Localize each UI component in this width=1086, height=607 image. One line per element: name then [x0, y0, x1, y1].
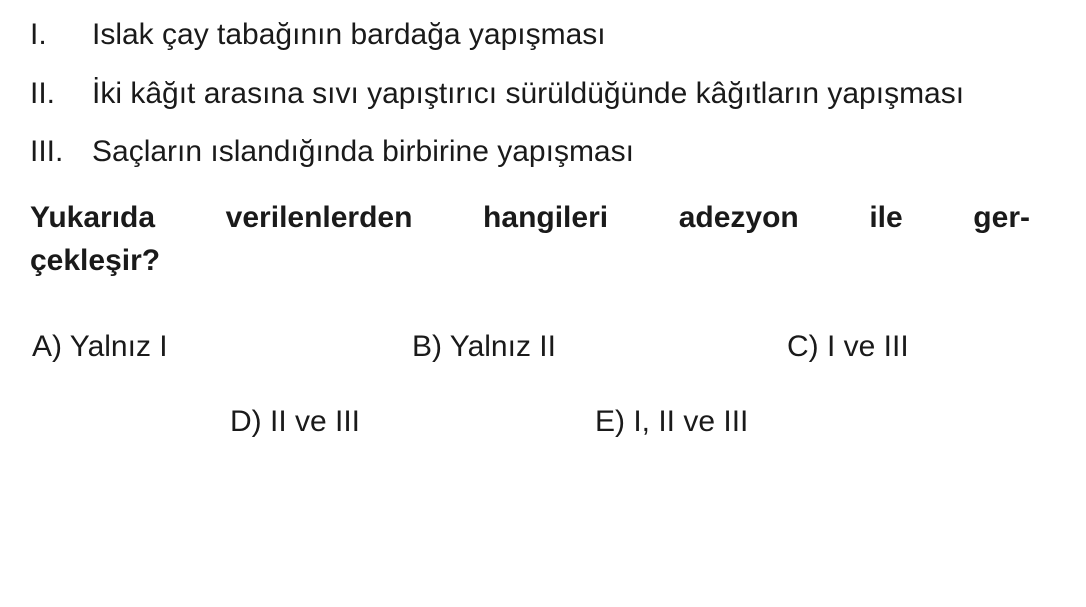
list-item: [30, 73, 1034, 116]
answer-choices-row-1: [30, 327, 1034, 366]
statement-numeral: II.: [30, 76, 56, 110]
question-prompt-line-1: Yukarıda verilenlerden hangileri adezyon ile ger-: [30, 200, 1030, 234]
statement-text: Islak çay tabağının bardağa yapışması: [92, 18, 606, 51]
choice-b[interactable]: B) Yalnız II: [412, 329, 556, 363]
choice-a[interactable]: A) Yalnız I: [32, 329, 168, 363]
statement-text: İki kâğıt arasına sıvı yapıştırıcı sürüldüğünde kâğıtların yapışması: [92, 76, 965, 110]
choice-d[interactable]: D) II ve III: [230, 404, 361, 438]
row-spacer: [30, 402, 230, 441]
statement-text: Saçların ıslandığında birbirine yapışması: [92, 135, 634, 169]
choice-c[interactable]: C) I ve III: [787, 329, 909, 363]
statement-numeral: III.: [30, 135, 64, 169]
question-prompt: [30, 196, 1030, 283]
answer-choices-row-2: [30, 402, 1034, 441]
statement-numeral: I.: [30, 18, 47, 51]
list-item: [30, 131, 1034, 174]
list-item: [30, 14, 1034, 57]
choice-e[interactable]: E) I, II ve III: [595, 404, 749, 438]
statement-list: [30, 14, 1034, 174]
question-prompt-line-2: çekleşir?: [30, 244, 161, 278]
